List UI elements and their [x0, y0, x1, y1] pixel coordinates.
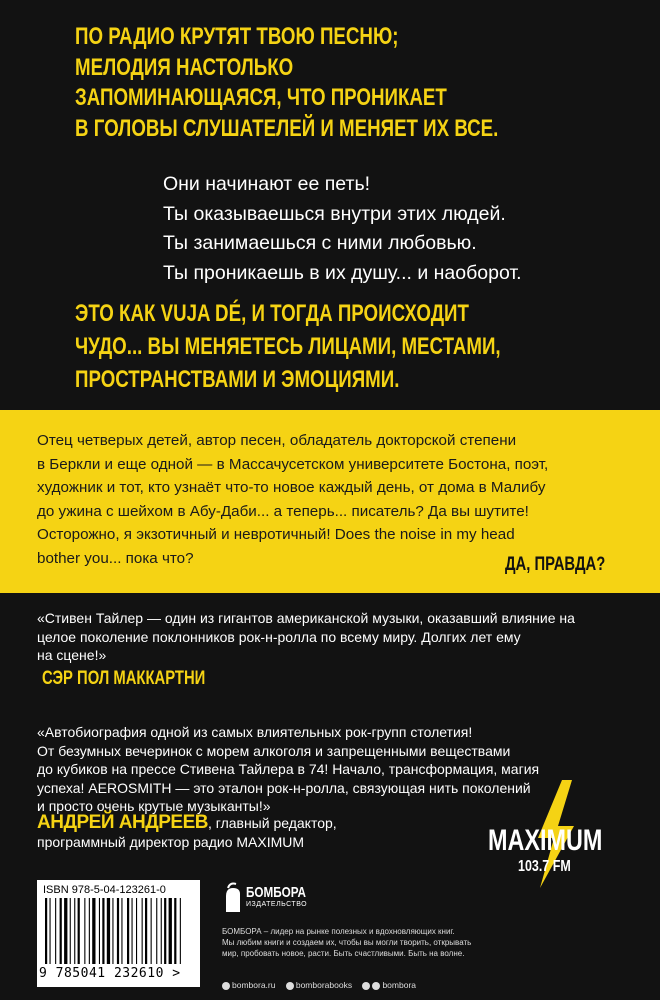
blurb-line: Мы любим книги и создаем их, чтобы вы могли творить, открывать: [222, 938, 472, 947]
bombora-logo-icon: [222, 882, 244, 916]
andreev-author: АНДРЕЙ АНДРЕЕВ: [37, 812, 208, 833]
barcode-bar: [169, 898, 172, 964]
bio-line: bother you... пока что?: [37, 549, 194, 567]
top-quote-line: ЗАПОМИНАЮЩАЯСЯ, ЧТО ПРОНИКАЕТ: [75, 84, 447, 111]
blurb-line: мир, пробовать новое, расти. Быть счастливыми. Быть на волне.: [222, 949, 465, 958]
quote-line: целое поколение поклонников рок-н-ролла по всему миру. Долгих лет ему: [37, 628, 521, 645]
quote-line: на сцене!»: [37, 647, 107, 663]
barcode-bar: [84, 898, 85, 964]
barcode-bar: [145, 898, 147, 964]
barcode-bar: [64, 898, 67, 964]
barcode-bar: [92, 898, 95, 964]
publisher-name: БОМБОРА: [246, 884, 306, 901]
barcode-icon: [43, 898, 194, 966]
bottom-quote-line: ПРОСТРАНСТВАМИ И ЭМОЦИЯМИ.: [75, 366, 400, 393]
barcode-bar: [174, 898, 176, 964]
barcode-bar: [112, 898, 113, 964]
barcode-bar: [164, 898, 166, 964]
social-vk-label: bombora: [382, 980, 417, 990]
barcode-bar: [127, 898, 129, 964]
bio-line: в Беркли и еще одной — в Массачусетском университете Бостона, поэт,: [37, 455, 549, 473]
social-instagram-label: bomborabooks: [295, 980, 353, 990]
top-quote-line: В ГОЛОВЫ СЛУШАТЕЛЕЙ И МЕНЯЕТ ИХ ВСЕ.: [75, 114, 499, 142]
barcode-bar: [60, 898, 62, 964]
barcode-bar: [45, 898, 47, 964]
quote-line: до кубиков на прессе Стивена Тайлера в 74! Начало, трансформация, магия: [37, 761, 540, 777]
barcode-bar: [151, 898, 152, 964]
top-quote: [75, 22, 618, 144]
barcode-panel: [37, 880, 200, 987]
bio-line: Отец четверых детей, автор песен, обладатель докторской степени: [37, 432, 517, 449]
quote-line: и просто очень крутые музыканты!»: [37, 798, 271, 814]
maximum-wordmark: MAXIMUM: [488, 824, 603, 857]
mid-quote-line: Ты занимаешься с ними любовью.: [163, 232, 477, 254]
bottom-quote-line: ЧУДО... ВЫ МЕНЯЕТЕСЬ ЛИЦАМИ, МЕСТАМИ,: [75, 333, 501, 360]
instagram-icon: [286, 982, 294, 990]
andreev-role-2: программный директор радио MAXIMUM: [37, 833, 305, 850]
barcode-bar: [156, 898, 157, 964]
barcode-bar: [107, 898, 110, 964]
bio-line: Осторожно, я экзотичный и невротичный! Does the noise in my head: [37, 526, 515, 543]
vk-icon: [362, 982, 370, 990]
quote-line: «Стивен Тайлер — один из гигантов американской музыки, оказавший влияние на: [37, 610, 575, 626]
barcode-bar: [99, 898, 100, 964]
mccartney-quote: [37, 609, 627, 665]
top-quote-line: ПО РАДИО КРУТЯТ ТВОЮ ПЕСНЮ;: [75, 23, 399, 50]
maximum-radio-logo: [488, 780, 618, 890]
bio-text: [37, 429, 637, 570]
blurb-line: БОМБОРА – лидер на рынке полезных и вдохновляющих книг.: [222, 927, 455, 936]
mid-quote-line: Ты проникаешь в их душу... и наоборот.: [163, 261, 522, 284]
barcode-bar: [136, 898, 137, 964]
quote-line: успеха! AEROSMITH — это эталон рок-н-ролла, связующая нить поколений: [37, 779, 531, 796]
andreev-attribution: [37, 814, 337, 851]
mid-quote-line: Они начинают ее петь!: [163, 173, 371, 195]
barcode-bar: [117, 898, 119, 964]
barcode-bar: [142, 898, 143, 964]
barcode-bar: [55, 898, 56, 964]
andreev-role: , главный редактор,: [207, 815, 337, 831]
barcode-bar: [121, 898, 122, 964]
bio-line: до ужина с шейхом в Абу-Даби... а теперь... писатель? Да вы шутите!: [37, 502, 529, 520]
top-quote-line: МЕЛОДИЯ НАСТОЛЬКО: [75, 53, 294, 81]
mid-quote-line: Ты оказываешься внутри этих людей.: [163, 202, 506, 225]
bio-line: художник и тот, кто узнаёт что-то новое каждый день, от дома в Малибу: [37, 479, 546, 496]
barcode-bar: [89, 898, 90, 964]
barcode-bar: [180, 898, 181, 964]
social-site[interactable]: [222, 980, 275, 990]
barcode-bar: [102, 898, 104, 964]
barcode-bar: [132, 898, 133, 964]
barcode-bar: [161, 898, 162, 964]
barcode-digits: 9 785041 232610 >: [39, 966, 181, 981]
social-site-label: bombora.ru: [232, 980, 276, 990]
quote-line: От безумных вечеринок с морем алкоголя и запрещенными веществами: [37, 742, 511, 759]
social-links: [222, 980, 424, 990]
bottom-quote-line: ЭТО КАК VUJA DÉ, И ТОГДА ПРОИСХОДИТ: [75, 300, 469, 327]
bottom-quote: [75, 297, 621, 396]
barcode-bar: [70, 898, 71, 964]
isbn-text: ISBN 978-5-04-123261-0: [43, 884, 166, 896]
mid-quote: [163, 170, 522, 288]
mccartney-author: СЭР ПОЛ МАККАРТНИ: [42, 668, 206, 689]
barcode-bar: [50, 898, 51, 964]
social-vk[interactable]: [362, 980, 416, 990]
globe-icon: [222, 982, 230, 990]
telegram-icon: [372, 982, 380, 990]
publisher-logo: [222, 880, 342, 916]
quote-line: «Автобиография одной из самых влиятельных рок-групп столетия!: [37, 724, 473, 740]
bio-signature: ДА, ПРАВДА?: [505, 554, 606, 575]
barcode-bar: [78, 898, 80, 964]
bio-band: [0, 410, 660, 593]
maximum-frequency: 103.7 FM: [518, 858, 571, 875]
publisher-blurb: [222, 926, 642, 959]
barcode-bar: [74, 898, 75, 964]
social-instagram[interactable]: [286, 980, 352, 990]
publisher-subtitle: ИЗДАТЕЛЬСТВО: [246, 901, 308, 908]
